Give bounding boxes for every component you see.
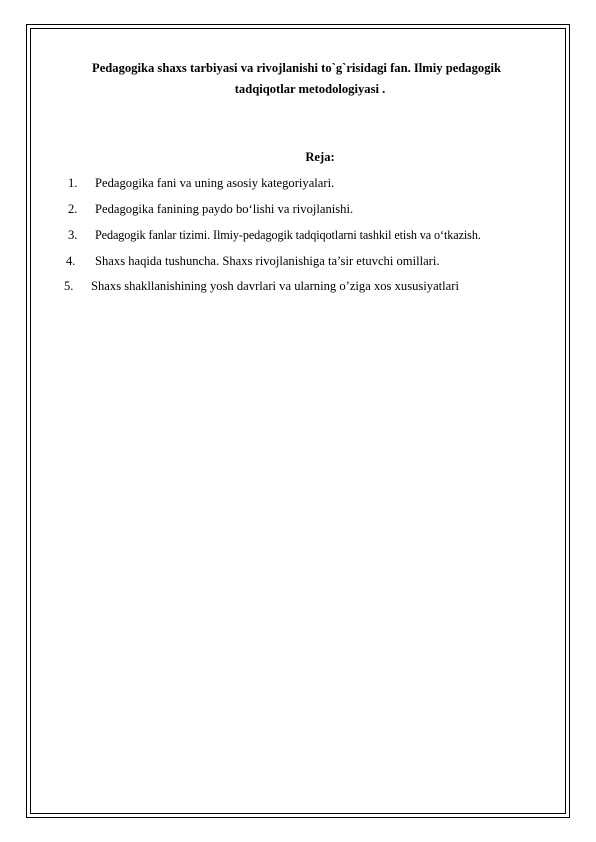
- plan-item-number: 3.: [68, 228, 78, 242]
- page-border-inner: [30, 28, 566, 814]
- plan-item-text: Pedagogika fanining paydo bo‘lishi va rivojlanishi.: [95, 202, 354, 216]
- plan-item-number: 2.: [68, 202, 78, 216]
- plan-item-number: 4.: [66, 254, 76, 268]
- plan-item-number: 1.: [68, 176, 78, 190]
- plan-item-text: Shaxs haqida tushuncha. Shaxs rivojlanishiga ta’sir etuvchi omillari.: [95, 254, 440, 268]
- plan-heading: Reja:: [305, 150, 335, 164]
- document-title-line-2: tadqiqotlar metodologiyasi .: [234, 82, 386, 96]
- plan-item-number: 5.: [64, 279, 74, 293]
- plan-item-text: Shaxs shakllanishining yosh davrlari va ularning o’ziga xos xususiyatlari: [91, 279, 459, 293]
- document-title-line-1: Pedagogika shaxs tarbiyasi va rivojlanishi to`g`risidagi fan. Ilmiy pedagogik: [92, 61, 501, 75]
- plan-item-text: Pedagogik fanlar tizimi. Ilmiy-pedagogik tadqiqotlarni tashkil etish va o‘tkazish.: [95, 228, 481, 242]
- plan-item-text: Pedagogika fani va uning asosiy kategoriyalari.: [95, 176, 335, 190]
